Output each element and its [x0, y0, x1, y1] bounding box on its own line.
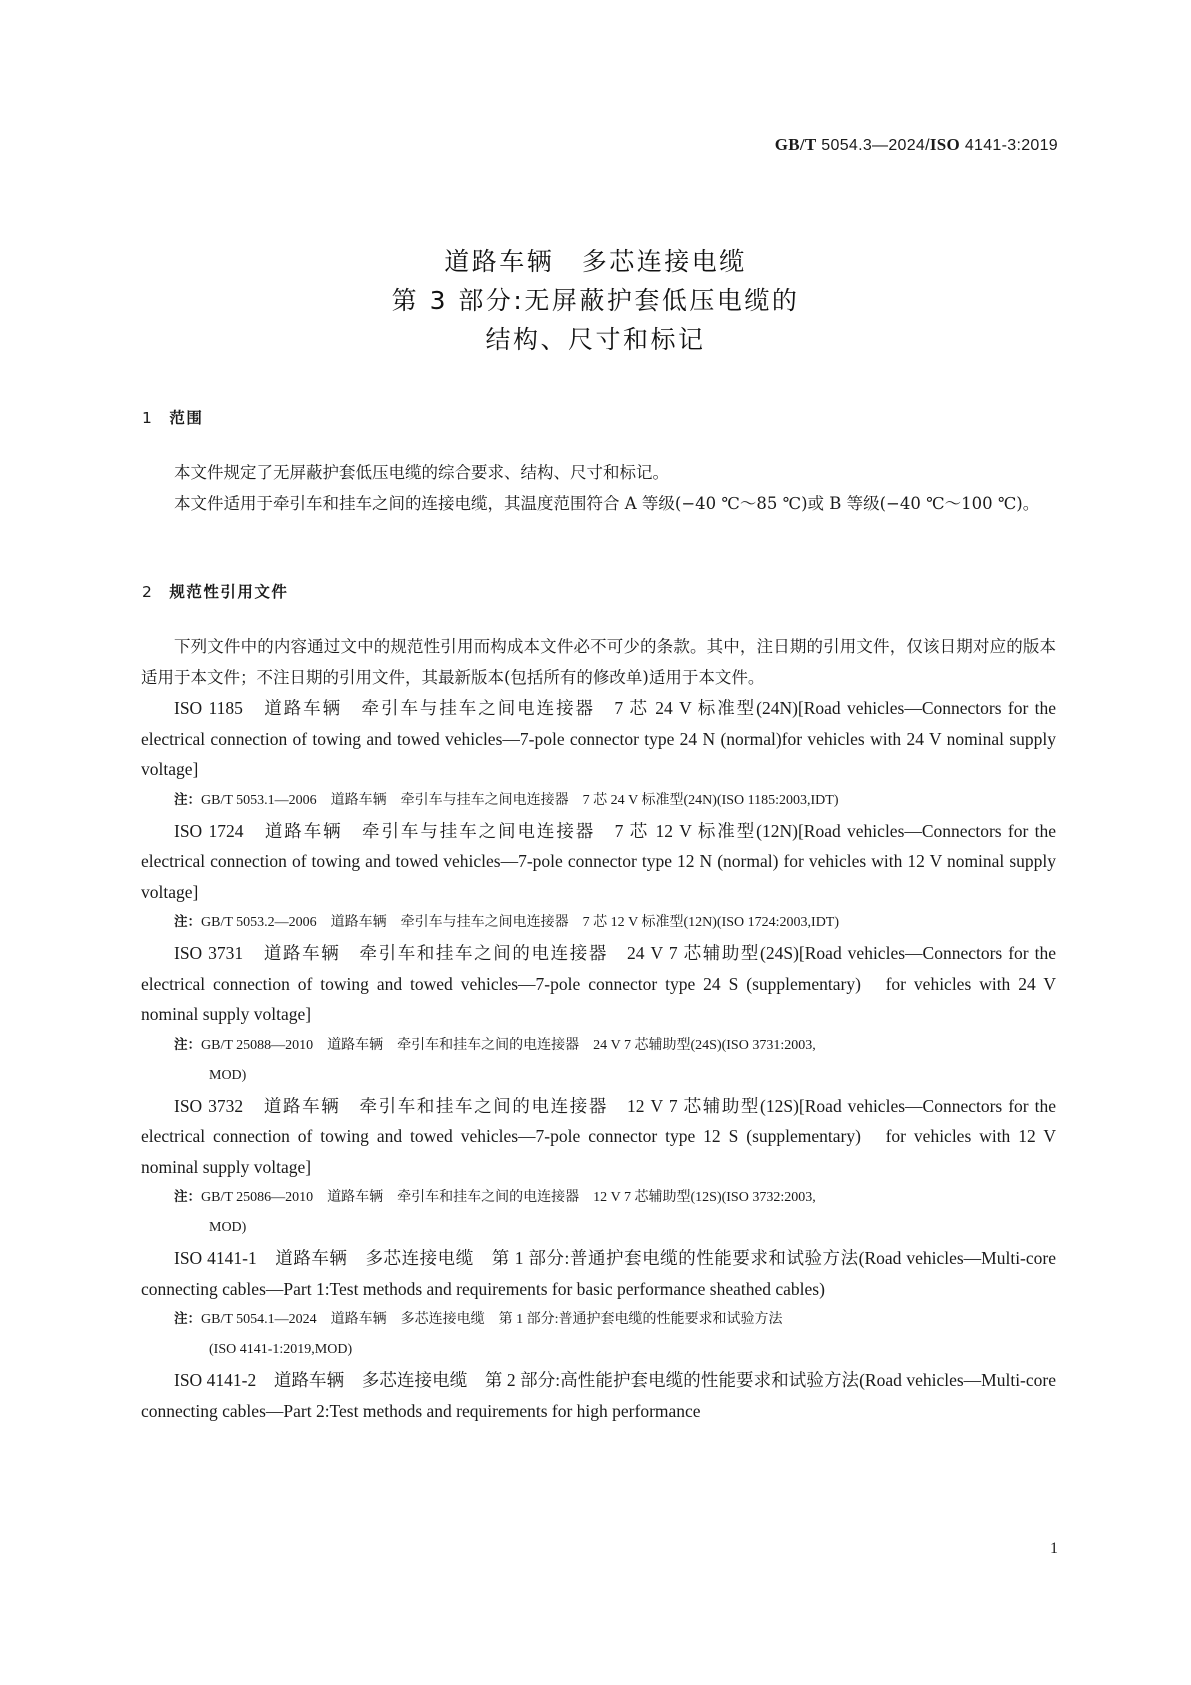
note-continuation: MOD)	[209, 1067, 247, 1083]
note-text: GB/T 5053.1—2006 道路车辆 牵引车与挂车之间电连接器 7 芯 24 V 标准型(24N)(ISO 1185:2003,IDT)	[201, 792, 839, 808]
reference-note	[141, 907, 1056, 938]
reference-note	[141, 785, 1056, 816]
note-label: 注：	[174, 1036, 201, 1053]
title-line-3: 结构、尺寸和标记	[485, 325, 706, 354]
std-prefix: GB/T	[774, 135, 817, 154]
section-heading-scope	[142, 406, 203, 428]
iso-number: 4141-3:2019	[964, 137, 1058, 154]
document-title	[0, 242, 1191, 359]
iso-prefix: ISO	[929, 135, 961, 154]
note-text: GB/T 25086—2010 道路车辆 牵引车和挂车之间的电连接器 12 V 7 芯辅助型(12S)(ISO 3732:2003,	[201, 1190, 816, 1205]
reference-note	[141, 1304, 1056, 1365]
note-label: 注：	[174, 1189, 201, 1205]
note-continuation: MOD)	[209, 1220, 247, 1235]
intro-paragraph: 下列文件中的内容通过文中的规范性引用而构成本文件必不可少的条款。其中，注日期的引用文件，仅该日期对应的版本适用于本文件；不注日期的引用文件，其最新版本(包括所有的修改单)适用于本文件。	[141, 637, 1056, 687]
reference-entry: ISO 3732 道路车辆 牵引车和挂车之间的电连接器 12 V 7 芯辅助型(12S)[Road vehicles—Connectors for the electrical connection of towing and towed vehicles—7-pole connector type 12 S (supplementary) for vehicles with 12 V nominal supply voltage]	[141, 1095, 1056, 1177]
note-label: 注：	[174, 914, 201, 930]
note-text: GB/T 5054.1—2024 道路车辆 多芯连接电缆 第 1 部分:普通护套电缆的性能要求和试验方法	[201, 1312, 783, 1327]
paragraph: 本文件规定了无屏蔽护套低压电缆的综合要求、结构、尺寸和标记。	[174, 463, 669, 482]
section-body-normative-references	[141, 632, 1056, 1426]
section-body-scope	[141, 458, 1056, 519]
note-text: GB/T 5053.2—2006 道路车辆 牵引车与挂车之间电连接器 7 芯 12 V 标准型(12N)(ISO 1724:2003,IDT)	[201, 915, 840, 930]
section-number: 2	[142, 583, 154, 601]
section-title: 范围	[169, 409, 204, 427]
reference-entry: ISO 4141-1 道路车辆 多芯连接电缆 第 1 部分:普通护套电缆的性能要求和试验方法(Road vehicles—Multi-core connecting cables—Part 1:Test methods and requirements for basic performance sheathed cables)	[141, 1248, 1056, 1299]
section-number: 1	[142, 409, 154, 427]
title-line-2: 第 3 部分:无屏蔽护套低压电缆的	[391, 286, 800, 315]
section-title: 规范性引用文件	[169, 583, 289, 601]
note-continuation: (ISO 4141-1:2019,MOD)	[209, 1342, 353, 1357]
reference-entry: ISO 1724 道路车辆 牵引车与挂车之间电连接器 7 芯 12 V 标准型(12N)[Road vehicles—Connectors for the electrical connection of towing and towed vehicles—7-pole connector type 12 N (normal) for vehicles with 12 V nominal supply voltage]	[141, 820, 1056, 902]
note-text: GB/T 25088—2010 道路车辆 牵引车和挂车之间的电连接器 24 V 7 芯辅助型(24S)(ISO 3731:2003,	[201, 1037, 816, 1053]
reference-entry: ISO 4141-2 道路车辆 多芯连接电缆 第 2 部分:高性能护套电缆的性能要求和试验方法(Road vehicles—Multi-core connecting cables—Part 2:Test methods and requirements for high performance	[141, 1370, 1056, 1421]
note-label: 注：	[174, 1311, 201, 1327]
note-label: 注：	[174, 791, 201, 808]
paragraph: 本文件适用于牵引车和挂车之间的连接电缆，其温度范围符合 A 等级(−40 ℃～85 ℃)或 B 等级(−40 ℃～100 ℃)。	[174, 493, 1040, 513]
reference-entry: ISO 1185 道路车辆 牵引车与挂车之间电连接器 7 芯 24 V 标准型(24N)[Road vehicles—Connectors for the electrical connection of towing and towed vehicles—7-pole connector type 24 N (normal)for vehicles with 24 V nominal supply voltage]	[141, 698, 1056, 779]
reference-entry: ISO 3731 道路车辆 牵引车和挂车之间的电连接器 24 V 7 芯辅助型(24S)[Road vehicles—Connectors for the electrical connection of towing and towed vehicles—7-pole connector type 24 S (supplementary) for vehicles with 24 V nominal supply voltage]	[141, 943, 1056, 1024]
reference-note	[141, 1182, 1056, 1243]
section-heading-normative-references	[142, 580, 288, 602]
standard-code-header	[775, 135, 1058, 155]
reference-note	[141, 1030, 1056, 1091]
std-number: 5054.3—2024/	[821, 137, 930, 154]
title-line-1: 道路车辆 多芯连接电缆	[444, 247, 747, 276]
page-number: 1	[1050, 1540, 1058, 1557]
